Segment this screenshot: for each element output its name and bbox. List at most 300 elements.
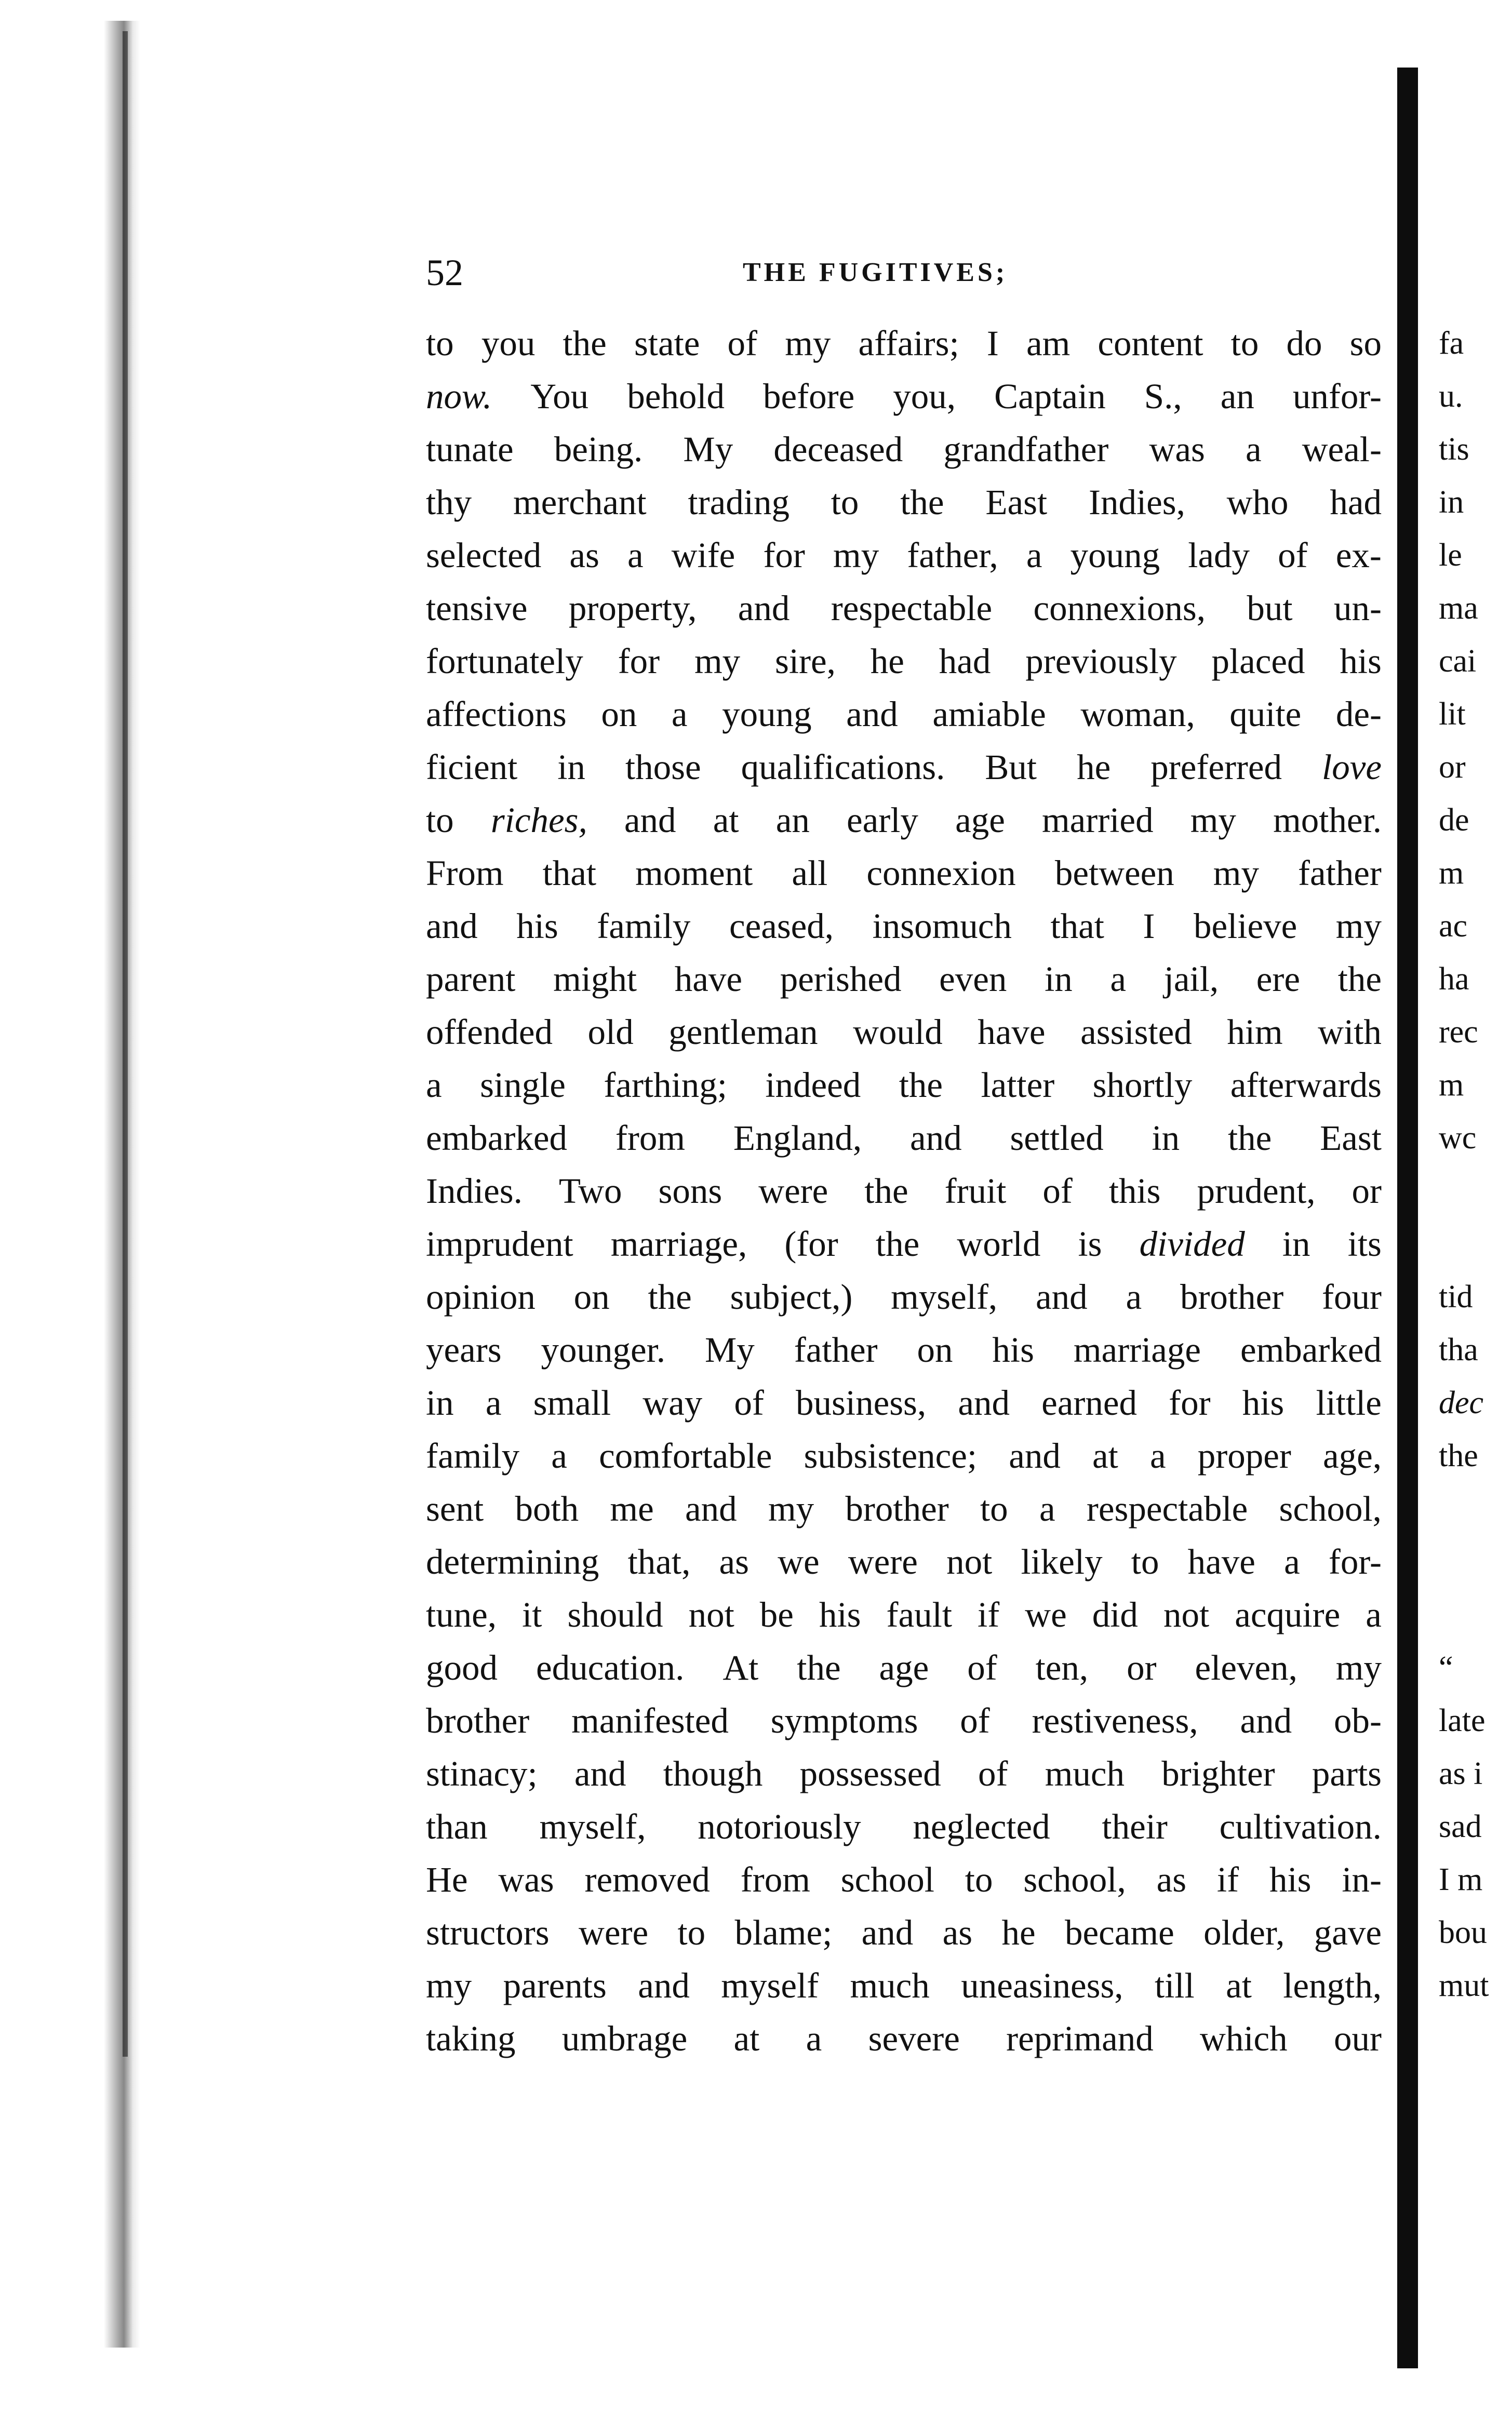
- word: taking: [426, 2019, 516, 2058]
- word: ceased,: [729, 906, 834, 946]
- word: likely: [1021, 1542, 1103, 1581]
- word: do: [1286, 324, 1322, 363]
- word: moment: [635, 853, 753, 893]
- word: as: [1156, 1860, 1187, 1899]
- word: the: [864, 1171, 908, 1211]
- word: with: [1318, 1012, 1382, 1052]
- text-line: [426, 1906, 1382, 1959]
- word: tune,: [426, 1595, 497, 1634]
- word: S.,: [1144, 377, 1182, 416]
- word: as: [569, 535, 599, 575]
- word: and: [624, 800, 676, 840]
- text-line: [426, 847, 1382, 900]
- word: perished: [780, 959, 902, 999]
- word: my: [768, 1489, 814, 1529]
- binding-edge-left: [123, 31, 128, 2057]
- word: of: [1042, 1171, 1073, 1211]
- word: gentleman: [668, 1012, 818, 1052]
- word: embarked: [1240, 1330, 1382, 1370]
- word: He: [426, 1860, 468, 1899]
- word: would: [853, 1012, 943, 1052]
- word: preferred: [1150, 747, 1282, 787]
- text-line: [426, 370, 1382, 423]
- word: and: [426, 906, 478, 946]
- word: manifested: [571, 1701, 729, 1740]
- word: lady: [1188, 535, 1250, 575]
- facing-line: u.: [1439, 379, 1463, 414]
- text-line: [426, 423, 1382, 476]
- word: and: [846, 694, 898, 734]
- word: young: [1070, 535, 1160, 575]
- word: to: [965, 1860, 993, 1899]
- word: of: [960, 1701, 990, 1740]
- word: connexions,: [1033, 588, 1206, 628]
- word: or: [1127, 1648, 1157, 1687]
- facing-line: as i: [1439, 1756, 1483, 1791]
- word: we: [1025, 1595, 1067, 1634]
- word: From: [426, 853, 504, 893]
- word: to: [1131, 1542, 1159, 1581]
- word: have: [674, 959, 743, 999]
- word: affairs;: [858, 324, 959, 363]
- word: subject,): [730, 1277, 853, 1317]
- word: might: [553, 959, 637, 999]
- word: single: [480, 1065, 566, 1105]
- word: and: [861, 1913, 914, 1952]
- word: their: [1102, 1807, 1168, 1846]
- facing-line: the: [1439, 1438, 1478, 1473]
- word: divided: [1139, 1224, 1245, 1264]
- word: subsistence;: [804, 1436, 978, 1476]
- facing-line: [1439, 1482, 1512, 1535]
- facing-line: in: [1439, 485, 1464, 520]
- word: embarked: [426, 1118, 568, 1158]
- text-line: [426, 688, 1382, 741]
- word: a: [1026, 535, 1042, 575]
- facing-line: [1439, 1588, 1512, 1641]
- text-line: [426, 1800, 1382, 1853]
- facing-line: “: [1439, 1650, 1453, 1685]
- word: his: [1269, 1860, 1312, 1899]
- word: notoriously: [698, 1807, 861, 1846]
- word: which: [1200, 2019, 1288, 2058]
- word: not: [946, 1542, 993, 1581]
- word: my: [1335, 1648, 1382, 1687]
- word: myself,: [539, 1807, 646, 1846]
- text-line: [426, 1853, 1382, 1906]
- word: East: [1320, 1118, 1382, 1158]
- word: a: [671, 694, 688, 734]
- word: cultivation.: [1219, 1807, 1382, 1846]
- word: not: [1163, 1595, 1210, 1634]
- word: severe: [868, 2019, 960, 2058]
- word: trading: [688, 482, 790, 522]
- text-line: [426, 317, 1382, 370]
- word: merchant: [513, 482, 647, 522]
- word: fault: [886, 1595, 952, 1634]
- word: for: [1169, 1383, 1211, 1423]
- word: of: [978, 1754, 1008, 1793]
- word: at: [1092, 1436, 1118, 1476]
- word: and: [685, 1489, 737, 1529]
- word: education.: [536, 1648, 685, 1687]
- word: if: [1216, 1860, 1239, 1899]
- text-line: [426, 900, 1382, 953]
- text-line: [426, 1217, 1382, 1270]
- word: riches,: [490, 800, 587, 840]
- word: had: [939, 641, 991, 681]
- text-line: [426, 1006, 1382, 1058]
- text-line: [426, 529, 1382, 582]
- word: I: [1143, 906, 1155, 946]
- text-line: [426, 741, 1382, 794]
- word: connexion: [866, 853, 1016, 893]
- word: the: [648, 1277, 692, 1317]
- word: a: [1039, 1489, 1055, 1529]
- word: became: [1065, 1913, 1174, 1952]
- word: brighter: [1161, 1754, 1275, 1793]
- word: is: [1078, 1224, 1102, 1264]
- word: woman,: [1080, 694, 1195, 734]
- word: parents: [503, 1966, 607, 2005]
- word: world: [957, 1224, 1041, 1264]
- word: a: [1366, 1595, 1382, 1634]
- word: ficient: [426, 747, 518, 787]
- word: at: [713, 800, 739, 840]
- word: though: [663, 1754, 763, 1793]
- word: age: [879, 1648, 929, 1687]
- binding-shadow-right: [1397, 68, 1418, 2368]
- word: a: [485, 1383, 502, 1423]
- word: father,: [907, 535, 998, 575]
- word: East: [985, 482, 1048, 522]
- word: My: [683, 430, 733, 469]
- word: a: [1284, 1542, 1300, 1581]
- word: am: [1026, 324, 1071, 363]
- word: before: [763, 377, 855, 416]
- word: were: [758, 1171, 828, 1211]
- page-number: 52: [426, 252, 463, 293]
- word: placed: [1211, 641, 1305, 681]
- word: school: [840, 1860, 934, 1899]
- word: we: [778, 1542, 820, 1581]
- word: and: [1240, 1701, 1292, 1740]
- word: parent: [426, 959, 516, 999]
- word: Captain: [994, 377, 1106, 416]
- word: those: [625, 747, 701, 787]
- word: way: [643, 1383, 703, 1423]
- word: sire,: [774, 641, 836, 681]
- word: me: [610, 1489, 654, 1529]
- word: umbrage: [561, 2019, 688, 2058]
- word: in: [1282, 1224, 1310, 1264]
- text-line: [426, 1376, 1382, 1429]
- word: myself,: [891, 1277, 998, 1317]
- word: in: [557, 747, 585, 787]
- word: not: [688, 1595, 734, 1634]
- word: that,: [627, 1542, 691, 1581]
- facing-line: bou: [1439, 1915, 1487, 1950]
- word: ex-: [1335, 535, 1382, 575]
- word: in: [1045, 959, 1073, 999]
- word: family: [426, 1436, 520, 1476]
- facing-line: wc: [1439, 1120, 1477, 1156]
- text-line: [426, 1535, 1382, 1588]
- word: younger.: [541, 1330, 666, 1370]
- word: to: [426, 324, 454, 363]
- word: ere: [1256, 959, 1301, 999]
- word: amiable: [932, 694, 1046, 734]
- word: the: [563, 324, 607, 363]
- word: brother: [845, 1489, 949, 1529]
- word: At: [722, 1648, 759, 1687]
- word: determining: [426, 1542, 599, 1581]
- word: afterwards: [1230, 1065, 1382, 1105]
- word: property,: [568, 588, 697, 628]
- word: age,: [1322, 1436, 1382, 1476]
- word: young: [722, 694, 812, 734]
- page-header: [426, 244, 1392, 301]
- word: an: [1220, 377, 1254, 416]
- binding-shadow-left: [104, 21, 140, 2348]
- word: you: [481, 324, 536, 363]
- facing-line: cai: [1439, 644, 1477, 679]
- word: brother: [426, 1701, 530, 1740]
- word: be: [759, 1595, 794, 1634]
- word: my: [1213, 853, 1259, 893]
- word: and: [574, 1754, 626, 1793]
- word: assisted: [1080, 1012, 1192, 1052]
- word: was: [1149, 430, 1205, 469]
- word: older,: [1203, 1913, 1285, 1952]
- word: You: [530, 377, 589, 416]
- word: ten,: [1035, 1648, 1089, 1687]
- word: prudent,: [1197, 1171, 1316, 1211]
- word: my: [833, 535, 879, 575]
- word: did: [1092, 1595, 1138, 1634]
- word: at: [733, 2019, 760, 2058]
- word: respectable: [1086, 1489, 1248, 1529]
- word: for: [618, 641, 660, 681]
- word: de-: [1335, 694, 1382, 734]
- word: or: [1352, 1171, 1382, 1211]
- word: have: [978, 1012, 1046, 1052]
- word: wife: [671, 535, 735, 575]
- facing-line: sad: [1439, 1809, 1482, 1844]
- word: his: [1340, 641, 1382, 681]
- word: the: [1337, 959, 1382, 999]
- text-line: [426, 2012, 1382, 2065]
- word: were: [579, 1913, 649, 1952]
- word: both: [515, 1489, 579, 1529]
- facing-line: ac: [1439, 908, 1468, 944]
- word: quite: [1229, 694, 1302, 734]
- word: believe: [1194, 906, 1297, 946]
- word: proper: [1197, 1436, 1291, 1476]
- word: between: [1054, 853, 1174, 893]
- word: restiveness,: [1032, 1701, 1198, 1740]
- word: should: [567, 1595, 663, 1634]
- word: a: [1149, 1436, 1166, 1476]
- text-line: [426, 1270, 1382, 1323]
- word: him: [1227, 1012, 1283, 1052]
- word: and: [909, 1118, 962, 1158]
- word: early: [847, 800, 918, 840]
- word: fortunately: [426, 641, 583, 681]
- word: my: [426, 1966, 472, 2005]
- word: have: [1187, 1542, 1255, 1581]
- word: from: [615, 1118, 686, 1158]
- facing-line: [1439, 1164, 1512, 1217]
- word: comfortable: [599, 1436, 772, 1476]
- word: on: [573, 1277, 610, 1317]
- word: even: [939, 959, 1007, 999]
- word: and: [638, 1966, 690, 2005]
- word: in-: [1342, 1860, 1382, 1899]
- word: a: [426, 1065, 442, 1105]
- word: father: [794, 1330, 878, 1370]
- word: to: [1230, 324, 1259, 363]
- word: But: [985, 747, 1037, 787]
- word: four: [1322, 1277, 1382, 1317]
- word: my: [694, 641, 741, 681]
- word: at: [1226, 1966, 1252, 2005]
- word: mother.: [1273, 800, 1382, 840]
- word: structors: [426, 1913, 550, 1952]
- word: his: [516, 906, 558, 946]
- word: little: [1316, 1383, 1382, 1423]
- word: I: [986, 324, 999, 363]
- word: myself: [721, 1966, 819, 2005]
- word: length,: [1283, 1966, 1382, 2005]
- facing-line: lit: [1439, 696, 1466, 732]
- word: insomuch: [872, 906, 1012, 946]
- word: indeed: [765, 1065, 861, 1105]
- text-line: [426, 476, 1382, 529]
- word: stinacy;: [426, 1754, 538, 1793]
- word: marriage,: [610, 1224, 747, 1264]
- facing-line: fa: [1439, 326, 1464, 361]
- facing-line: rec: [1439, 1014, 1478, 1050]
- word: Indies,: [1088, 482, 1185, 522]
- word: to: [980, 1489, 1008, 1529]
- word: his: [992, 1330, 1034, 1370]
- text-line: [426, 1482, 1382, 1535]
- facing-page-fragment: [1439, 317, 1512, 2012]
- word: was: [498, 1860, 554, 1899]
- word: to: [677, 1913, 706, 1952]
- word: neglected: [913, 1807, 1050, 1846]
- word: had: [1330, 482, 1382, 522]
- word: the: [899, 1065, 943, 1105]
- word: and: [1036, 1277, 1088, 1317]
- facing-line: late: [1439, 1703, 1486, 1738]
- word: school,: [1023, 1860, 1126, 1899]
- text-line: [426, 1111, 1382, 1164]
- word: on: [601, 694, 637, 734]
- word: family: [597, 906, 691, 946]
- word: he: [870, 641, 904, 681]
- word: of: [727, 324, 758, 363]
- word: his: [1242, 1383, 1284, 1423]
- word: business,: [796, 1383, 927, 1423]
- word: sent: [426, 1489, 484, 1529]
- word: good: [426, 1648, 498, 1687]
- facing-line: [1439, 1217, 1512, 1270]
- word: much: [1045, 1754, 1125, 1793]
- word: farthing;: [604, 1065, 727, 1105]
- text-line: [426, 1747, 1382, 1800]
- word: Indies.: [426, 1171, 523, 1211]
- word: a: [627, 535, 644, 575]
- word: un-: [1333, 588, 1382, 628]
- word: selected: [426, 535, 542, 575]
- text-line: [426, 1429, 1382, 1482]
- word: being.: [554, 430, 643, 469]
- word: and: [738, 588, 790, 628]
- word: uneasiness,: [961, 1966, 1123, 2005]
- word: sons: [658, 1171, 722, 1211]
- facing-line: le: [1439, 538, 1462, 573]
- facing-line: m: [1439, 1067, 1464, 1103]
- facing-line: mut: [1439, 1968, 1489, 2003]
- word: imprudent: [426, 1224, 573, 1264]
- word: its: [1347, 1224, 1382, 1264]
- word: tensive: [426, 588, 528, 628]
- word: it: [522, 1595, 542, 1634]
- word: unfor-: [1292, 377, 1382, 416]
- word: school,: [1279, 1489, 1382, 1529]
- word: state: [634, 324, 700, 363]
- word: years: [426, 1330, 502, 1370]
- word: our: [1334, 2019, 1382, 2058]
- word: My: [704, 1330, 755, 1370]
- word: Two: [558, 1171, 622, 1211]
- word: settled: [1010, 1118, 1104, 1158]
- word: deceased: [773, 430, 903, 469]
- word: on: [917, 1330, 953, 1370]
- text-line: [426, 1694, 1382, 1747]
- word: who: [1226, 482, 1289, 522]
- word: eleven,: [1195, 1648, 1297, 1687]
- word: my: [1335, 906, 1382, 946]
- word: married: [1042, 800, 1154, 840]
- word: parts: [1312, 1754, 1382, 1793]
- word: previously: [1025, 641, 1177, 681]
- running-title: THE FUGITIVES;: [743, 258, 1008, 287]
- word: that: [542, 853, 597, 893]
- word: fruit: [944, 1171, 1007, 1211]
- facing-line: tid: [1439, 1279, 1473, 1315]
- word: the: [900, 482, 944, 522]
- word: in: [426, 1383, 454, 1423]
- word: and: [958, 1383, 1010, 1423]
- word: so: [1349, 324, 1382, 363]
- word: acquire: [1235, 1595, 1341, 1634]
- word: father: [1298, 853, 1382, 893]
- word: an: [775, 800, 810, 840]
- text-line: [426, 582, 1382, 635]
- word: respectable: [831, 588, 993, 628]
- word: this: [1108, 1171, 1161, 1211]
- word: age: [955, 800, 1005, 840]
- facing-line: tha: [1439, 1332, 1478, 1368]
- word: he: [1077, 747, 1111, 787]
- facing-line: ma: [1439, 591, 1478, 626]
- word: behold: [627, 377, 725, 416]
- word: latter: [981, 1065, 1055, 1105]
- word: as: [942, 1913, 973, 1952]
